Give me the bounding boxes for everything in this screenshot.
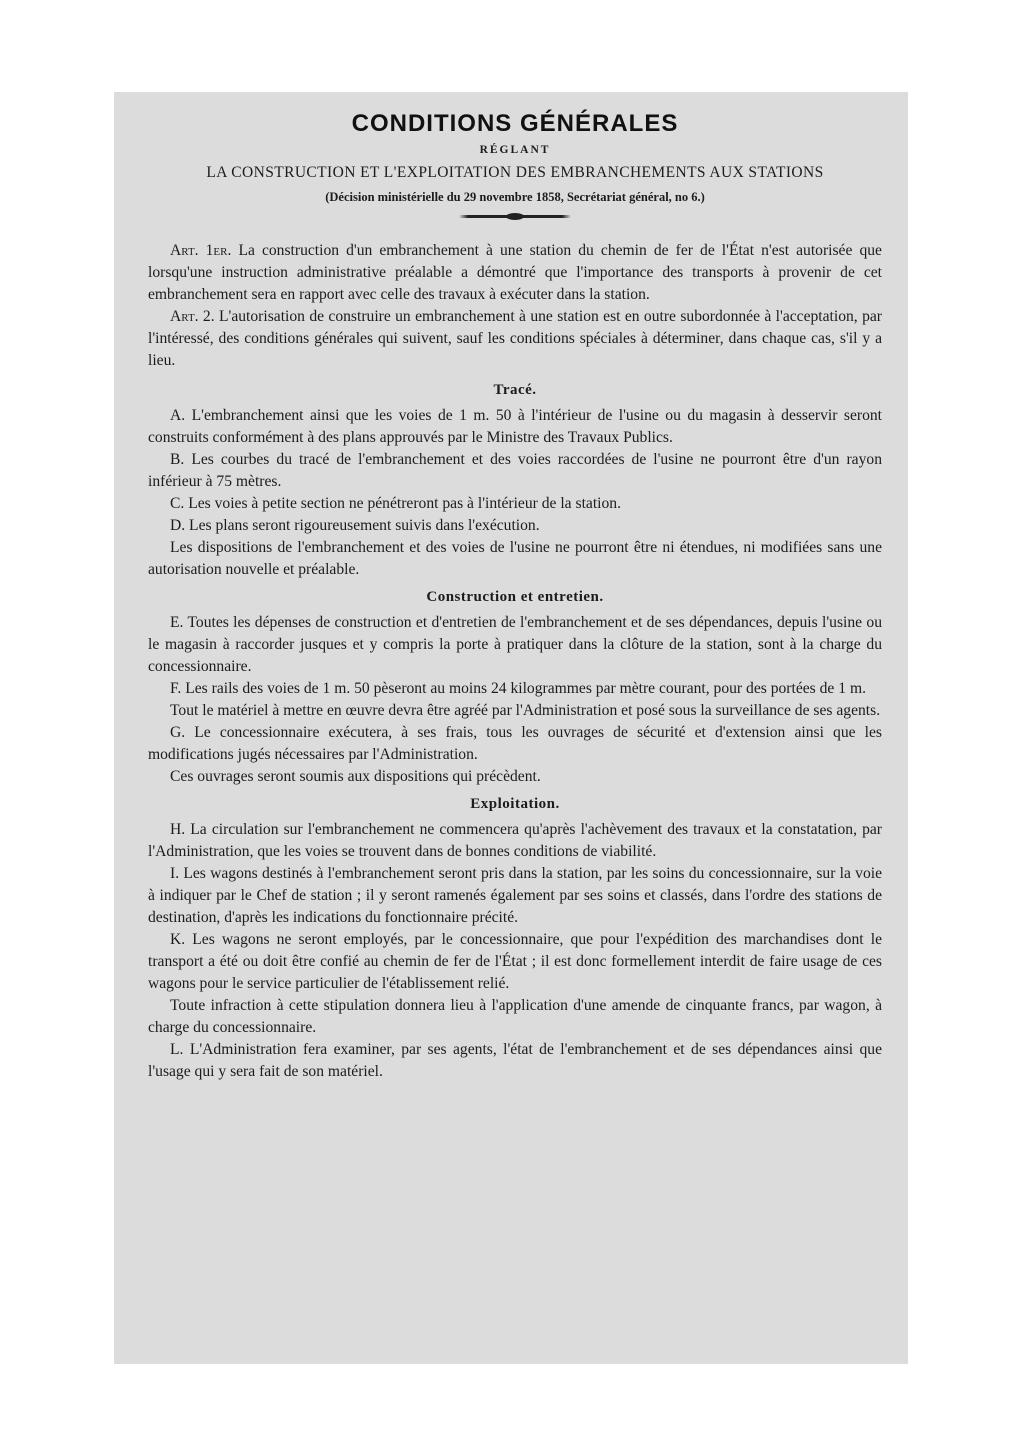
ornamental-divider xyxy=(459,215,571,218)
paragraph: Tout le matériel à mettre en œuvre devra être agréé par l'Administration et posé sous la surveillance de ses agents. xyxy=(170,702,881,719)
paragraph: L. L'Administration fera examiner, par ses agents, l'état de l'embranchement et de ses dépendances ainsi que l'usage qui y sera fait de son matériel. xyxy=(148,1041,882,1080)
paragraph: A. L'embranchement ainsi que les voies de 1 m. 50 à l'intérieur de l'usine ou du magasin à desservir seront construits conformément à des plans approuvés par le Ministre des Travaux Publics. xyxy=(148,407,882,446)
document-title: CONDITIONS GÉNÉRALES xyxy=(351,110,679,137)
section-heading-exploitation: Exploitation. xyxy=(470,796,560,812)
paragraph: D. Les plans seront rigoureusement suivis dans l'exécution. xyxy=(170,517,540,534)
paragraph: B. Les courbes du tracé de l'embranchement et des voies raccordées de l'usine ne pourront être d'un rayon inférieur à 75 mètres. xyxy=(148,451,882,490)
paragraph: I. Les wagons destinés à l'embranchement seront pris dans la station, par les soins du concessionnaire, sur la voie à indiquer par le Chef de station ; il y seront ramenés également par ses soins et classés, dans l'ordre des stations de destination, d'après les indications du fonctionnaire précité. xyxy=(148,865,882,926)
article-text: L'autorisation de construire un embranchement à une station est en outre subordonnée à l'acceptation, par l'intéressé, des conditions générales qui suivent, sauf les conditions spéciales à déterminer, dans chaque cas, s'il y a lieu. xyxy=(148,308,882,369)
article-1 xyxy=(148,240,882,306)
paragraph: C. Les voies à petite section ne pénétreront pas à l'intérieur de la station. xyxy=(170,495,621,512)
paragraph: F. Les rails des voies de 1 m. 50 pèseront au moins 24 kilogrammes par mètre courant, pour des portées de 1 m. xyxy=(170,680,866,697)
paragraph: E. Toutes les dépenses de construction et d'entretien de l'embranchement et de ses dépendances, depuis l'usine ou le magasin à raccorder jusques et y compris la porte à pratiquer dans la clôture de la station, sont à la charge du concessionnaire. xyxy=(148,614,882,675)
document-subtitle: LA CONSTRUCTION ET L'EXPLOITATION DES EMBRANCHEMENTS AUX STATIONS xyxy=(206,164,824,181)
paragraph: Toute infraction à cette stipulation donnera lieu à l'application d'une amende de cinquante francs, par wagon, à charge du concessionnaire. xyxy=(148,997,882,1036)
article-label: Art. 1er. xyxy=(170,242,232,259)
paragraph: K. Les wagons ne seront employés, par le concessionnaire, que pour l'expédition des marchandises dont le transport a été ou doit être confié au chemin de fer de l'État ; il est donc formellement interdit de faire usage de ces wagons pour le service particulier de l'établissement relié. xyxy=(148,931,882,992)
paragraph: G. Le concessionnaire exécutera, à ses frais, tous les ouvrages de sécurité et d'extension ainsi que les modifications jugés nécessaires par l'Administration. xyxy=(148,724,882,763)
article-text: La construction d'un embranchement à une station du chemin de fer de l'État n'est autorisée que lorsqu'une instruction administrative préalable a démontré que l'importance des transports à provenir de cet embranchement sera en rapport avec celle des travaux à exécuter dans la station. xyxy=(148,242,882,303)
section-heading-trace: Tracé. xyxy=(493,382,537,398)
article-label: Art. 2. xyxy=(170,308,215,325)
paragraph: H. La circulation sur l'embranchement ne commencera qu'après l'achèvement des travaux et la constatation, par l'Administration, que les voies se trouvent dans de bonnes conditions de viabilité. xyxy=(148,821,882,860)
article-2 xyxy=(148,306,882,372)
document-reglant: RÉGLANT xyxy=(479,144,551,156)
decision-reference: (Décision ministérielle du 29 novembre 1858, Secrétariat général, no 6.) xyxy=(325,190,705,204)
paragraph: Ces ouvrages seront soumis aux dispositions qui précèdent. xyxy=(170,768,541,785)
paragraph: Les dispositions de l'embranchement et des voies de l'usine ne pourront être ni étendues, ni modifiées sans une autorisation nouvelle et préalable. xyxy=(148,539,882,578)
section-heading-construction: Construction et entretien. xyxy=(426,589,604,605)
document-page xyxy=(114,92,908,1364)
